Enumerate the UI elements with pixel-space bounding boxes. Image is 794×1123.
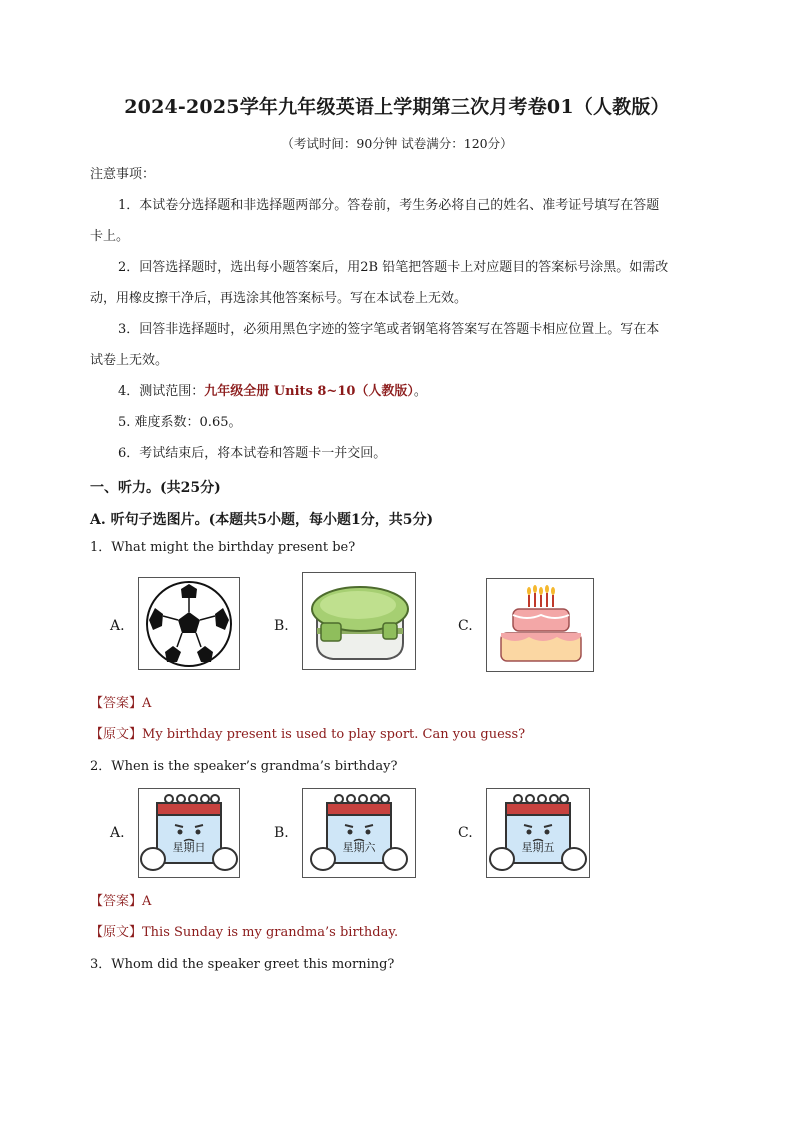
note-3-line-2: 试卷上无效。 — [90, 353, 169, 368]
q1-option-c-label: C. — [458, 618, 473, 634]
note-3-line-1: 3．回答非选择题时，必须用黑色字迹的签字笔或者钢笔将答案写在答题卡相应位置上。写在本 — [118, 322, 660, 337]
calendar-icon — [139, 789, 239, 877]
q2-option-b-image — [302, 788, 416, 878]
q2-original — [90, 925, 398, 941]
q2-option-a-image — [138, 788, 240, 878]
q2-option-a-label: A. — [110, 825, 125, 841]
answer-value: A — [142, 894, 152, 909]
q2-option-b-label: B. — [274, 825, 289, 841]
part-a-title: A. 听句子选图片。(本题共5小题，每小题1分，共5分) — [90, 512, 434, 528]
q1-option-c-image — [486, 578, 594, 672]
q2-answer — [90, 894, 151, 910]
note-5: 5. 难度系数：0.65。 — [118, 415, 242, 430]
note-6: 6．考试结束后，将本试卷和答题卡一并交回。 — [118, 446, 387, 461]
lunch-box-icon — [303, 573, 415, 669]
test-range: 九年级全册 Units 8~10（人教版） — [204, 384, 414, 399]
note-2-line-2: 动，用橡皮擦干净后，再选涂其他答案标号。写在本试卷上无效。 — [90, 291, 468, 306]
q1-option-b-label: B. — [274, 618, 289, 634]
calendar-day-text: 星期六 — [342, 841, 376, 854]
q2-option-c-label: C. — [458, 825, 473, 841]
question-3: 3．Whom did the speaker greet this morning? — [90, 957, 395, 972]
original-text: This Sunday is my grandma’s birthday. — [142, 925, 399, 940]
note-4 — [118, 384, 427, 400]
calendar-day-text: 星期日 — [172, 841, 206, 854]
q1-option-a-image — [138, 577, 240, 670]
calendar-icon — [487, 789, 589, 877]
q1-option-b-image — [302, 572, 416, 670]
calendar-day-text: 星期五 — [521, 841, 555, 854]
note-1-line-2: 卡上。 — [90, 229, 130, 244]
answer-value: A — [142, 696, 152, 711]
q2-option-c-image — [486, 788, 590, 878]
note-4-suffix: 。 — [413, 384, 427, 399]
note-1-line-1: 1．本试卷分选择题和非选择题两部分。答卷前，考生务必将自己的姓名、准考证号填写在答题 — [118, 198, 660, 213]
question-1: 1．What might the birthday present be? — [90, 540, 356, 555]
original-tag: 【原文】 — [90, 727, 143, 742]
answer-tag: 【答案】 — [90, 696, 143, 711]
original-text: My birthday present is used to play sport. Can you guess? — [142, 727, 526, 742]
note-2-line-1: 2．回答选择题时，选出每小题答案后，用2B 铅笔把答题卡上对应题目的答案标号涂黑。如需改 — [118, 260, 669, 275]
page-title: 2024-2025学年九年级英语上学期第三次月考卷01（人教版） — [124, 96, 670, 118]
original-tag: 【原文】 — [90, 925, 143, 940]
q1-option-a-label: A. — [110, 618, 125, 634]
section-listening-title: 一、听力。(共25分) — [90, 480, 221, 496]
calendar-icon — [303, 789, 415, 877]
q1-original — [90, 727, 525, 743]
q1-answer — [90, 696, 151, 712]
note-4-prefix: 4．测试范围： — [118, 384, 205, 399]
question-2: 2．When is the speaker’s grandma’s birthday? — [90, 759, 398, 774]
birthday-cake-icon — [487, 579, 593, 671]
answer-tag: 【答案】 — [90, 894, 143, 909]
exam-info: （考试时间：90分钟 试卷满分：120分） — [281, 136, 513, 151]
soccer-ball-icon — [139, 578, 239, 669]
notes-heading: 注意事项： — [90, 167, 156, 182]
